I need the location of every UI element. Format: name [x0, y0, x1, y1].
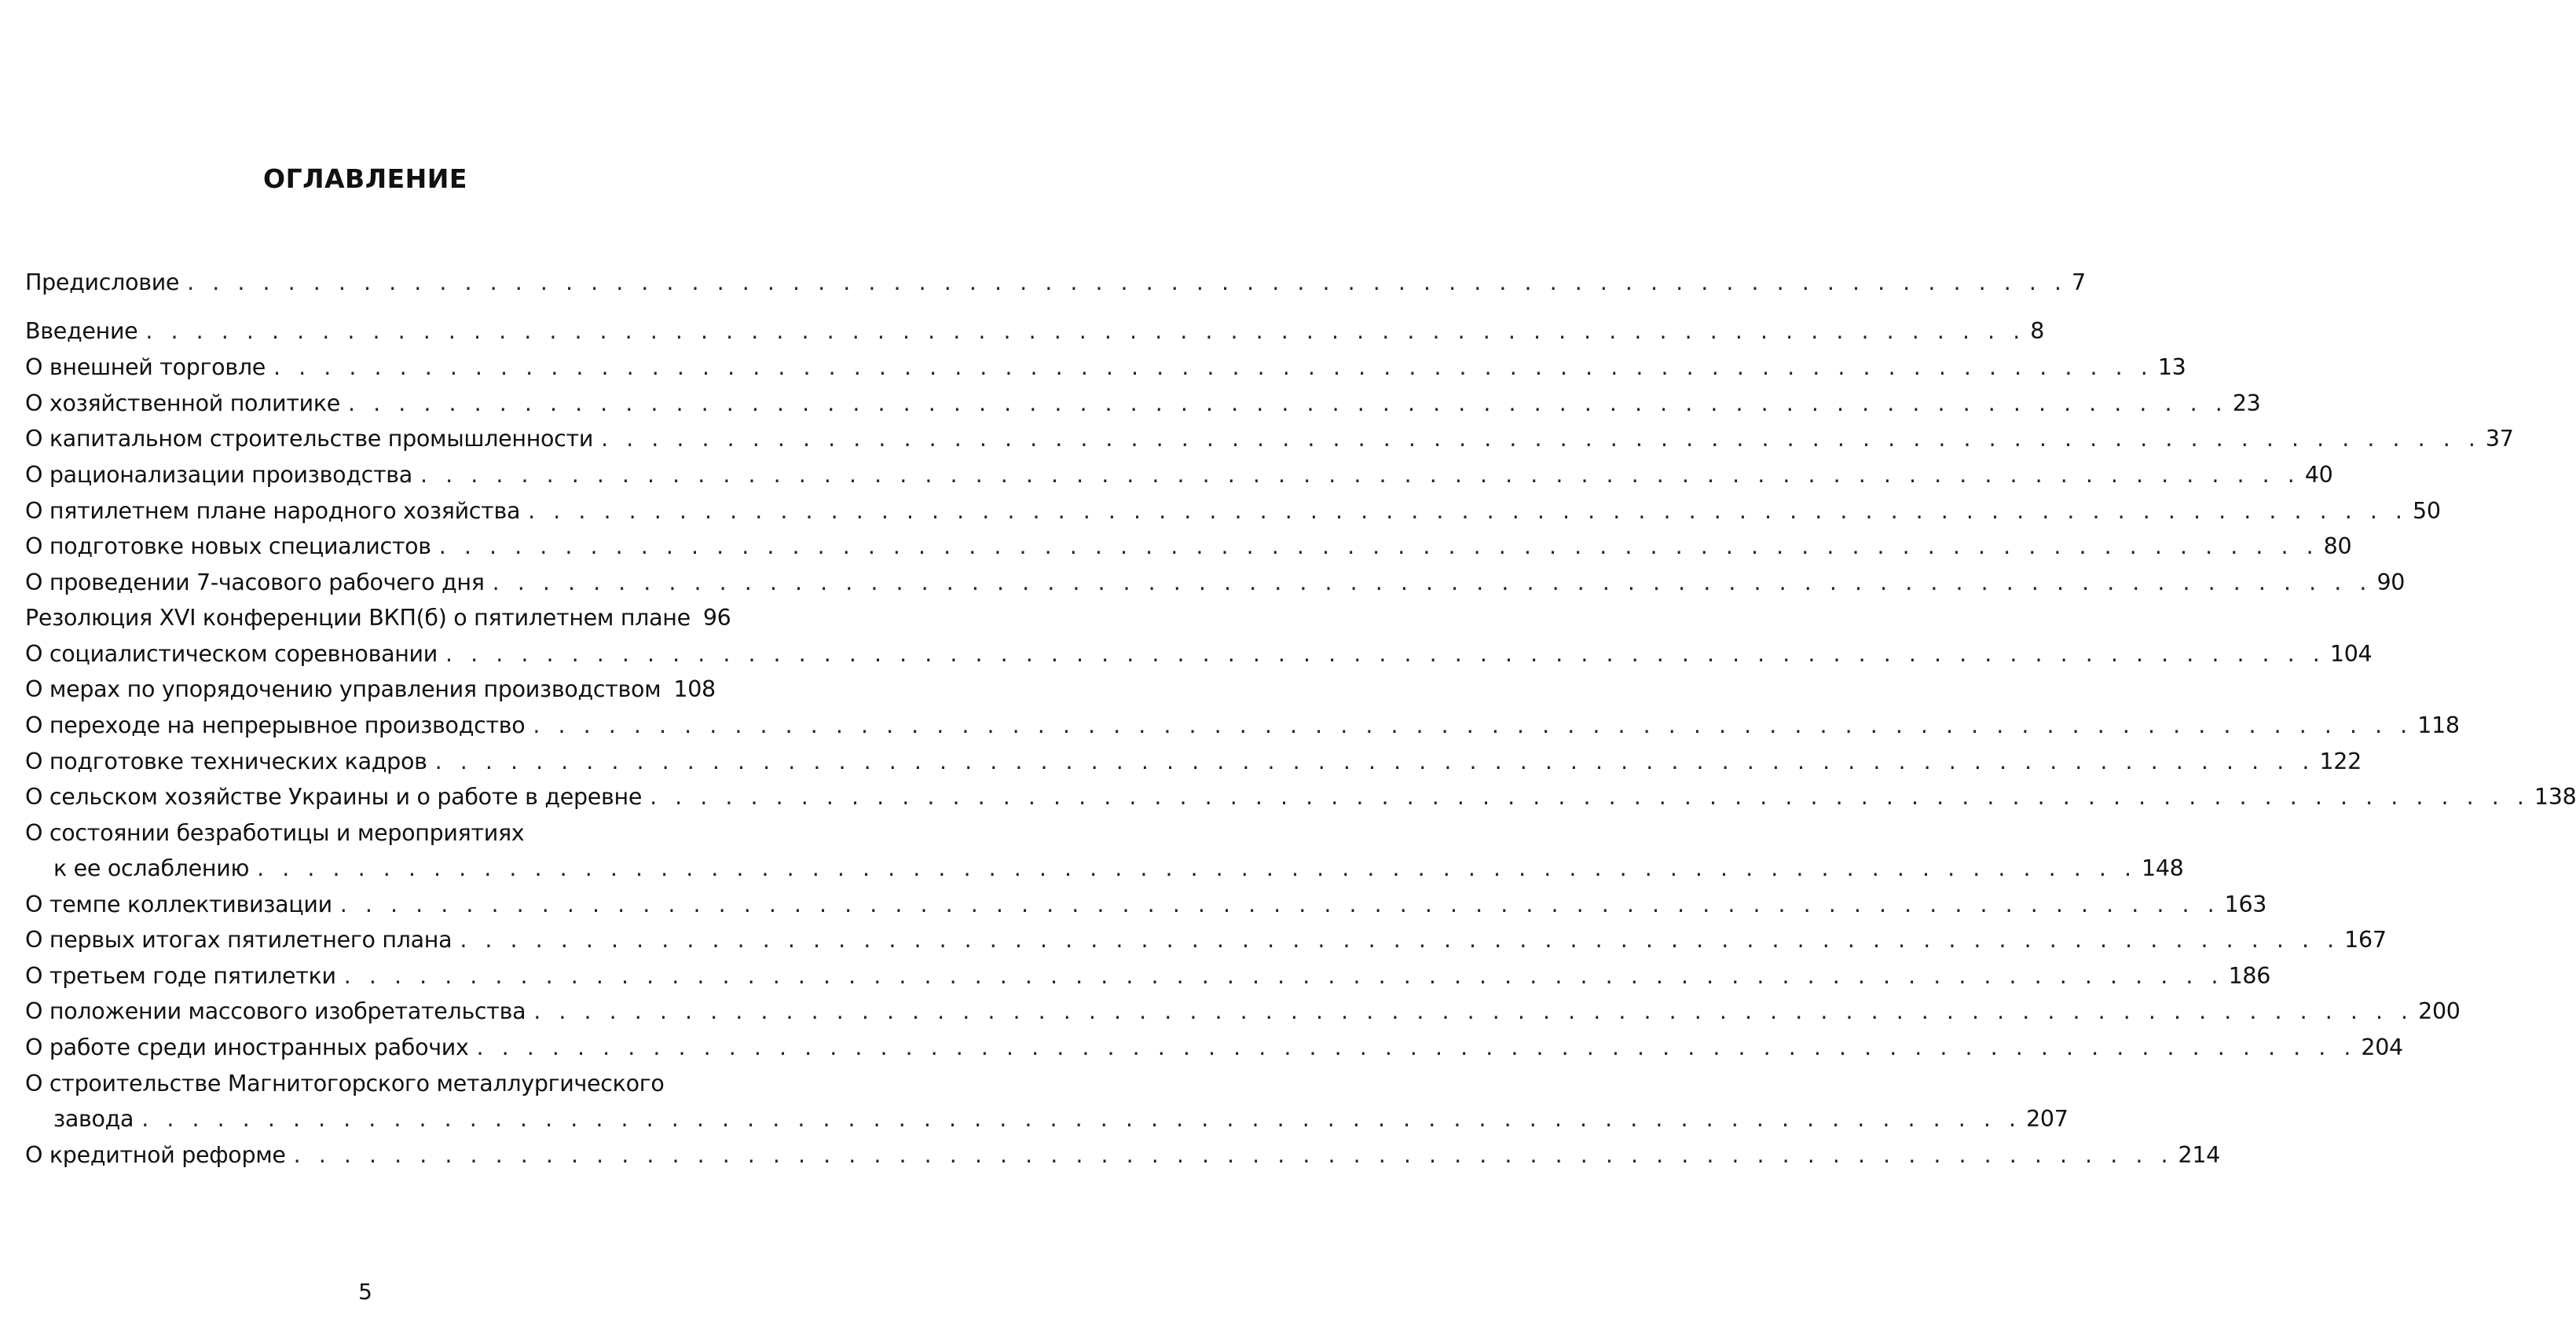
toc-entry-page: 167 [2344, 927, 2387, 953]
toc-entry-label: О подготовке технических кадров [25, 749, 427, 774]
toc-entry [25, 996, 2461, 1027]
toc-entry-label: О пятилетнем плане народного хозяйства [25, 498, 521, 524]
toc-entry [25, 267, 2086, 298]
toc-entry [25, 818, 710, 849]
dot-leader: . . . . . . . . . . . . . . . . . . . . . . . . . . . . . . . . . . . . . . . . . . . . . . . . . . . . . . . . . . . . . . . . . . . . . . . . . . . [434, 749, 2315, 774]
toc-entry [25, 352, 2186, 383]
toc-entry-page: 96 [702, 605, 731, 631]
toc-entry [25, 388, 2261, 419]
toc-entry [25, 1140, 2221, 1171]
dot-leader: . . . . . . . . . . . . . . . . . . . . . . . . . . . . . . . . . . . . . . . . . . . . . . . . . . . . . . . . . . . . . . . . . . . . . . . . . . . [293, 1142, 2174, 1168]
toc-entry-page: 200 [2418, 998, 2461, 1024]
toc-entry-label: О сельском хозяйстве Украины и о работе в деревне [25, 784, 643, 810]
toc-entry-label: Резолюция XVI конференции ВКП(б) о пятилетнем плане [25, 605, 691, 631]
toc-entry-page: 40 [2304, 462, 2333, 488]
dot-leader: . . . . . . . . . . . . . . . . . . . . . . . . . . . . . . . . . . . . . . . . . . . . . . . . . . . . . . . . . . . . . . . . . . . . . . . . . . . [492, 569, 2373, 595]
dot-leader: . . . . . . . . . . . . . . . . . . . . . . . . . . . . . . . . . . . . . . . . . . . . . . . . . . . . . . . . . . . . . . . . . . . . . . . . . . . [438, 533, 2319, 559]
dot-leader: . . . . . . . . . . . . . . . . . . . . . . . . . . . . . . . . . . . . . . . . . . . . . . . . . . . . . . . . . . . . . . . . . . . . . . . . . . . [601, 426, 2481, 452]
toc-entry [25, 674, 716, 705]
toc-entry-label: О работе среди иностранных рабочих [25, 1034, 469, 1060]
toc-entry-page: 214 [2178, 1142, 2221, 1168]
toc-entry-page: 8 [2030, 318, 2045, 344]
toc-entry-label: О социалистическом соревновании [25, 641, 438, 667]
toc-entry [25, 459, 2333, 491]
toc-entry-page: 7 [2072, 269, 2086, 295]
toc-entry [25, 1068, 710, 1100]
dot-leader: . . . . . . . . . . . . . . . . . . . . . . . . . . . . . . . . . . . . . . . . . . . . . . . . . . . . . . . . . . . . . . . . . . . . . . . . . . . [257, 855, 2138, 881]
toc-entry-page: 118 [2417, 712, 2460, 738]
toc-entry-label: О состоянии безработицы и мероприятиях [25, 820, 525, 846]
toc-entry-page: 104 [2329, 641, 2373, 667]
toc-entry [25, 496, 2441, 527]
toc-entry-page: 186 [2228, 963, 2271, 989]
toc-entry-page: 148 [2142, 855, 2184, 881]
toc-entry [25, 531, 2352, 562]
toc-entry [25, 423, 2514, 455]
toc-entry [25, 316, 2045, 347]
toc-entry-label: О внешней торговле [25, 354, 266, 380]
dot-leader: . . . . . . . . . . . . . . . . . . . . . . . . . . . . . . . . . . . . . . . . . . . . . . . . . . . . . . . . . . . . . . . . . . . . . . . . . . . [141, 1106, 2022, 1132]
page-number: 5 [358, 1279, 372, 1305]
toc-entry-page: 138 [2534, 784, 2576, 810]
toc-entry-label: О капитальном строительстве промышленности [25, 426, 594, 452]
dot-leader: . . . . . . . . . . . . . . . . . . . . . . . . . . . . . . . . . . . . . . . . . . . . . . . . . . . . . . . . . . . . . . . . . . . . . . . . . . . [348, 390, 2228, 416]
toc-entry-page: 204 [2361, 1034, 2403, 1060]
toc-entry-label: завода [53, 1106, 134, 1132]
toc-entry-continuation [53, 1104, 2068, 1135]
toc-entry-page: 122 [2319, 749, 2362, 774]
toc-entry-page: 80 [2323, 533, 2352, 559]
dot-leader: . . . . . . . . . . . . . . . . . . . . . . . . . . . . . . . . . . . . . . . . . . . . . . . . . . . . . . . . . . . . . . . . . . . . . . . . . . . [460, 927, 2340, 953]
toc-entry-page: 90 [2376, 569, 2406, 595]
toc-entry-label: Предисловие [25, 269, 180, 295]
dot-leader: . . . . . . . . . . . . . . . . . . . . . . . . . . . . . . . . . . . . . . . . . . . . . . . . . . . . . . . . . . . . . . . . . . . . . . . . . . . [273, 354, 2153, 380]
toc-entry-label: О подготовке новых специалистов [25, 533, 431, 559]
toc-entry-continuation [53, 853, 2184, 884]
dot-leader: . . . . . . . . . . . . . . . . . . . . . . . . . . . . . . . . . . . . . . . . . . . . . . . . . . . . . . . . . . . . . . . . . . . . . . . . . . . [343, 963, 2224, 989]
toc-entry-label: к ее ослаблению [53, 855, 250, 881]
dot-leader: . . . . . . . . . . . . . . . . . . . . . . . . . . . . . . . . . . . . . . . . . . . . . . . . . . . . . . . . . . . . . . . . . . . . . . . . . . . [145, 318, 2026, 344]
dot-leader: . . . . . . . . . . . . . . . . . . . . . . . . . . . . . . . . . . . . . . . . . . . . . . . . . . . . . . . . . . . . . . . . . . . . . . . . . . . [420, 462, 2300, 488]
toc-entry [25, 924, 2387, 956]
toc-entry-label: О первых итогах пятилетнего плана [25, 927, 453, 953]
toc-entry-label: О мерах по упорядочению управления производством [25, 676, 661, 702]
toc-entry-label: О переходе на непрерывное производство [25, 712, 526, 738]
toc-entry-page: 13 [2157, 354, 2186, 380]
toc-entry-label: О хозяйственной политике [25, 390, 340, 416]
dot-leader: . . . . . . . . . . . . . . . . . . . . . . . . . . . . . . . . . . . . . . . . . . . . . . . . . . . . . . . . . . . . . . . . . . . . . . . . . . . [533, 998, 2414, 1024]
toc-entry-label: О проведении 7-часового рабочего дня [25, 569, 485, 595]
toc-entry-label: О строительстве Магнитогорского металлургического [25, 1071, 665, 1097]
toc-entry-label: Введение [25, 318, 138, 344]
toc-entry-page: 163 [2224, 891, 2267, 917]
dot-leader: . . . . . . . . . . . . . . . . . . . . . . . . . . . . . . . . . . . . . . . . . . . . . . . . . . . . . . . . . . . . . . . . . . . . . . . . . . . [533, 712, 2413, 738]
dot-leader: . . . . . . . . . . . . . . . . . . . . . . . . . . . . . . . . . . . . . . . . . . . . . . . . . . . . . . . . . . . . . . . . . . . . . . . . . . . [187, 269, 2068, 295]
toc-entry [25, 567, 2406, 599]
toc-entry [25, 1032, 2403, 1064]
toc-entry [25, 961, 2271, 992]
toc-entry-page: 23 [2232, 390, 2261, 416]
page-title: ОГЛАВЛЕНИЕ [263, 163, 467, 194]
toc-entry [25, 710, 2460, 741]
toc-entry-label: О третьем годе пятилетки [25, 963, 336, 989]
dot-leader: . . . . . . . . . . . . . . . . . . . . . . . . . . . . . . . . . . . . . . . . . . . . . . . . . . . . . . . . . . . . . . . . . . . . . . . . . . . [650, 784, 2530, 810]
dot-leader: . . . . . . . . . . . . . . . . . . . . . . . . . . . . . . . . . . . . . . . . . . . . . . . . . . . . . . . . . . . . . . . . . . . . . . . . . . . [476, 1034, 2357, 1060]
toc-entry [25, 602, 731, 634]
dot-leader: . . . . . . . . . . . . . . . . . . . . . . . . . . . . . . . . . . . . . . . . . . . . . . . . . . . . . . . . . . . . . . . . . . . . . . . . . . . [445, 641, 2325, 667]
toc-entry-label: О темпе коллективизации [25, 891, 332, 917]
toc-entry [25, 639, 2373, 670]
toc-entry-label: О рационализации производства [25, 462, 412, 488]
toc-entry [25, 782, 2576, 813]
toc-entry [25, 889, 2267, 921]
dot-leader: . . . . . . . . . . . . . . . . . . . . . . . . . . . . . . . . . . . . . . . . . . . . . . . . . . . . . . . . . . . . . . . . . . . . . . . . . . . [528, 498, 2408, 524]
toc-entry [25, 746, 2362, 778]
toc-entry-label: О положении массового изобретательства [25, 998, 526, 1024]
toc-entry-page: 50 [2413, 498, 2441, 524]
toc-entry-page: 37 [2485, 426, 2514, 452]
toc-entry-label: О кредитной реформе [25, 1142, 286, 1168]
dot-leader: . . . . . . . . . . . . . . . . . . . . . . . . . . . . . . . . . . . . . . . . . . . . . . . . . . . . . . . . . . . . . . . . . . . . . . . . . . . [339, 891, 2220, 917]
toc-entry-page: 108 [673, 676, 716, 702]
toc-entry-page: 207 [2026, 1106, 2068, 1132]
